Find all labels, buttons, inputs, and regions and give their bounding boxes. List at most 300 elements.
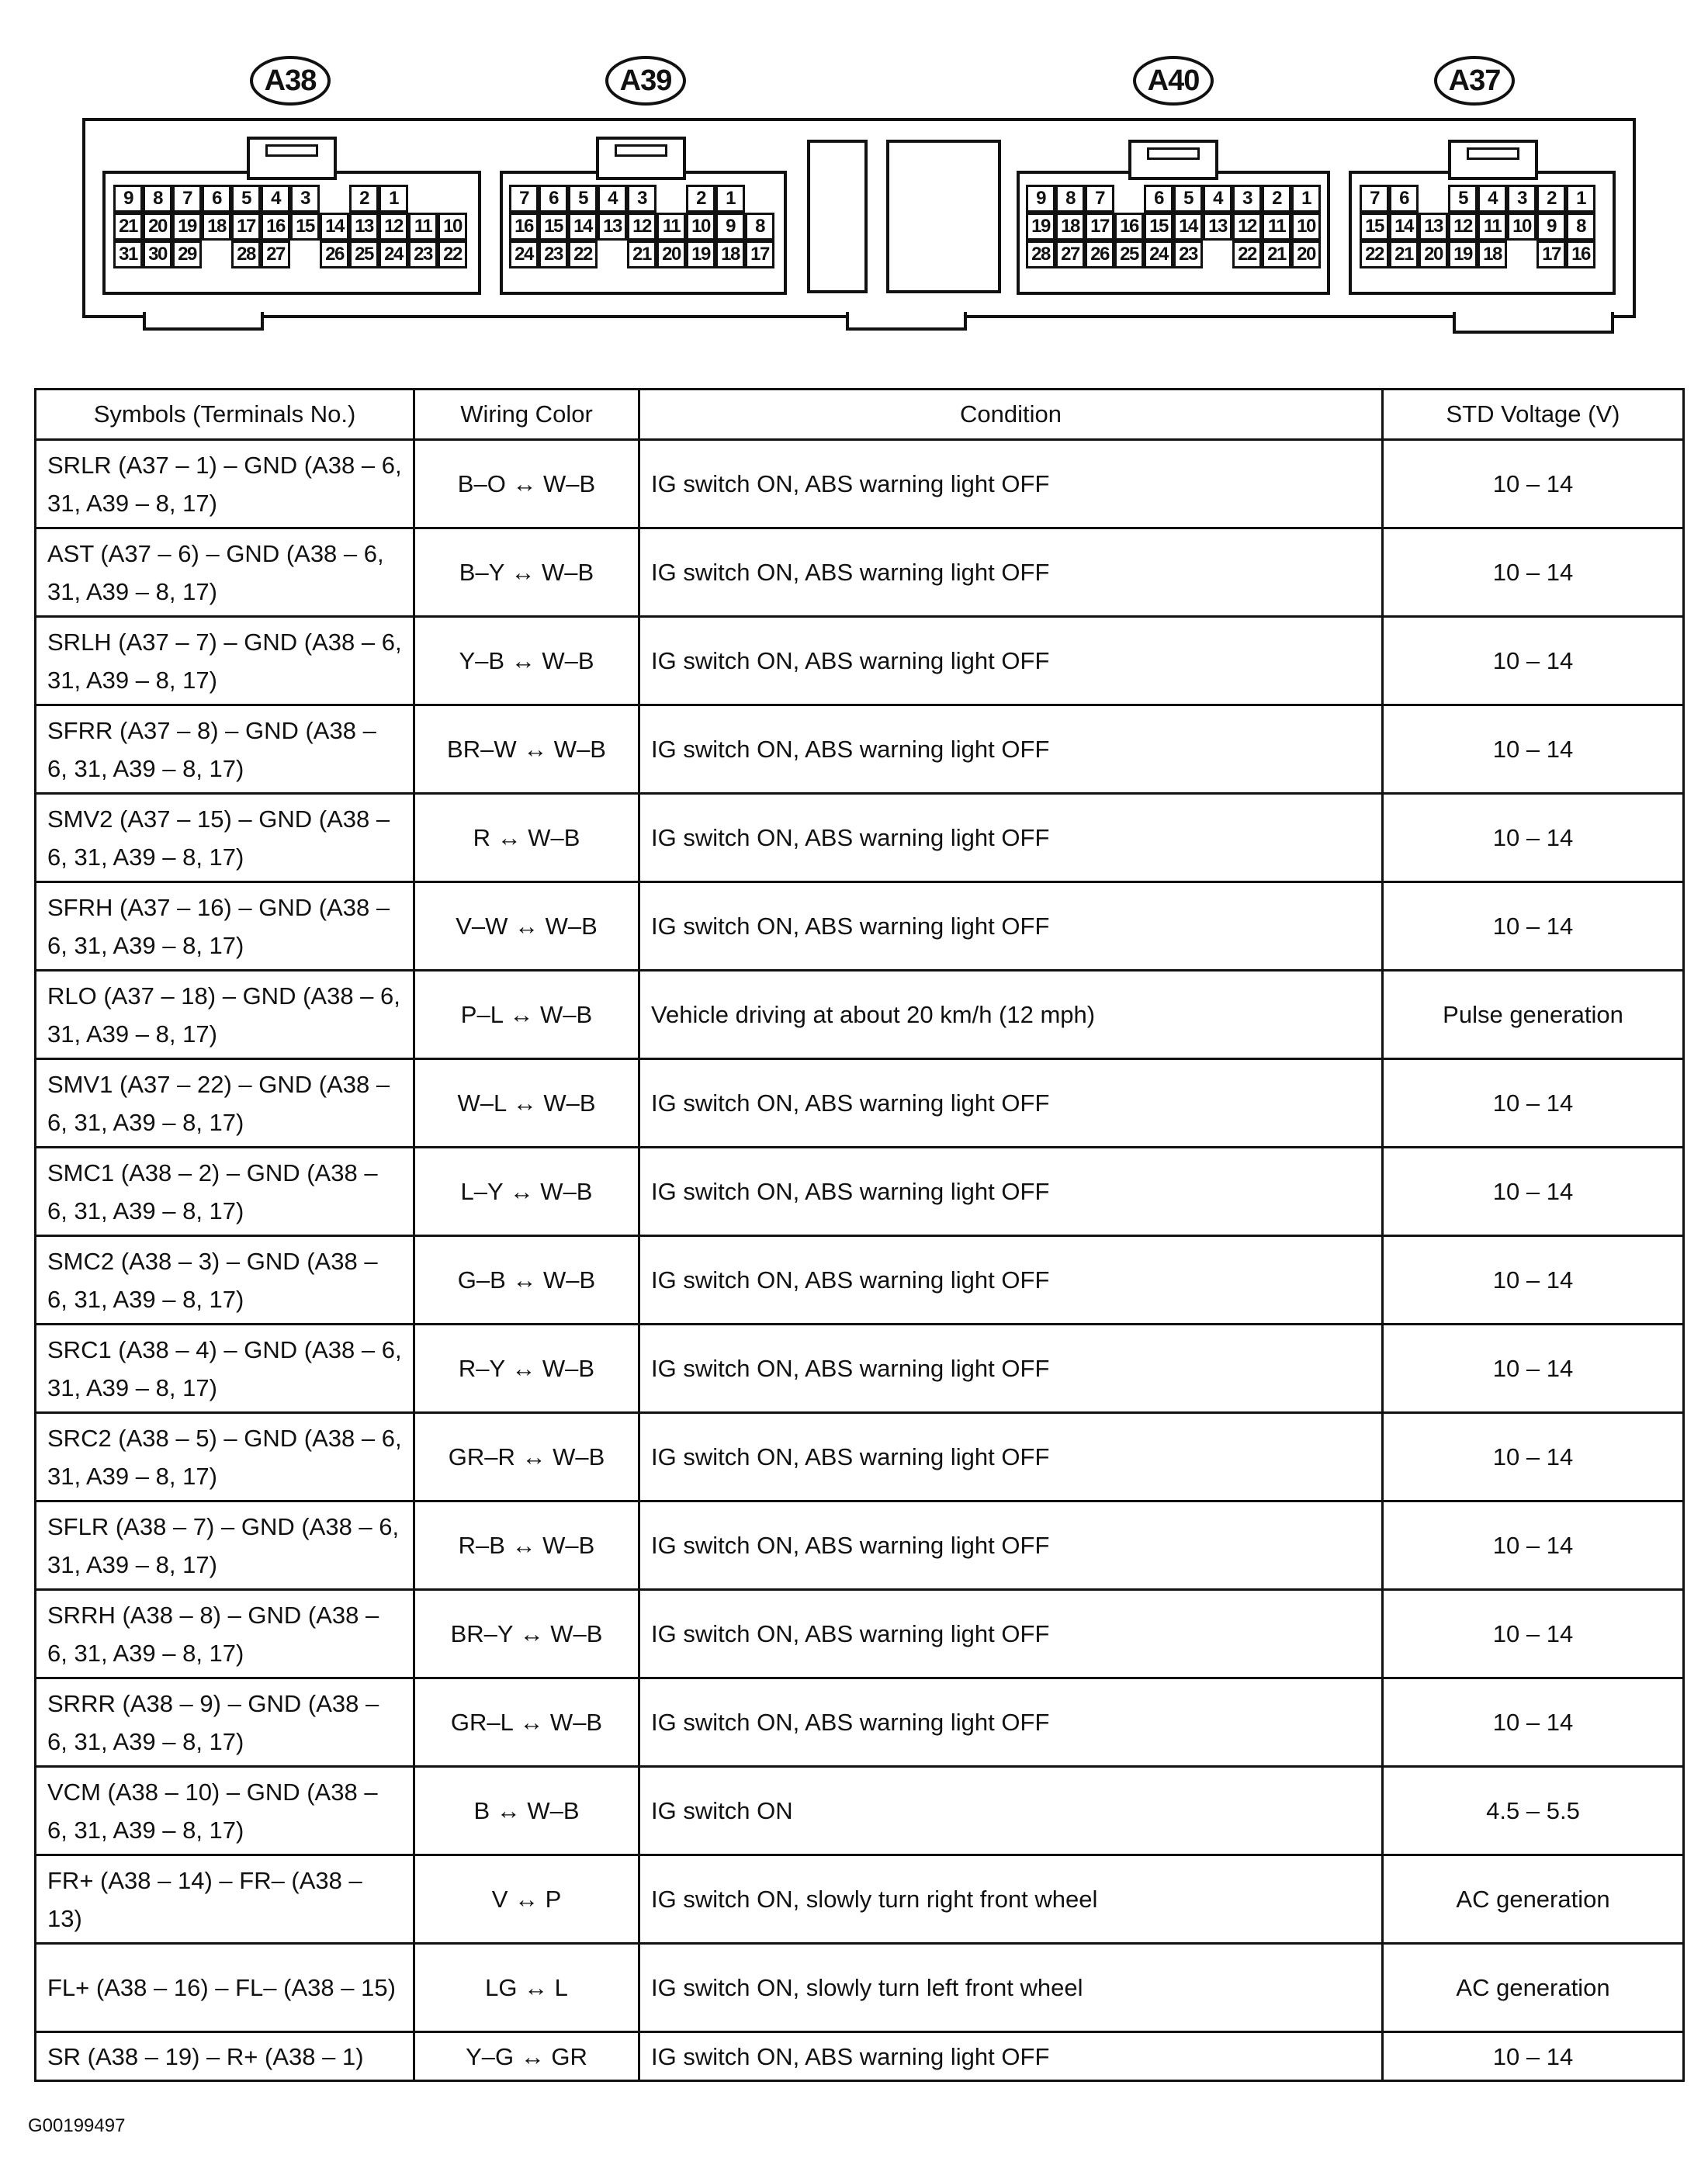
pin-number: 24	[384, 244, 403, 265]
pin-a39-1-4	[627, 213, 657, 241]
figure-id: G00199497	[28, 2115, 126, 2136]
pin-a40-0-4	[1144, 185, 1173, 213]
pin-number: 3	[1242, 188, 1252, 209]
pin-a40-0-5	[1173, 185, 1203, 213]
pin-number: 12	[632, 216, 651, 237]
connector-latch-a40	[1128, 140, 1218, 180]
pin-a40-0-7	[1232, 185, 1262, 213]
pin-a40-2-1	[1055, 241, 1085, 268]
housing-foot-right	[1453, 312, 1614, 334]
pin-number: 3	[1517, 188, 1526, 209]
pin-number: 5	[1183, 188, 1193, 209]
cell-condition: IG switch ON, slowly turn left front wheel	[639, 1944, 1383, 2032]
pin-a38-0-3	[202, 185, 231, 213]
cell-condition: IG switch ON, ABS warning light OFF	[639, 794, 1383, 882]
pin-a39-0-0	[509, 185, 539, 213]
cell-symbol: AST (A37 – 6) – GND (A38 – 6, 31, A39 – 8, 17)	[36, 528, 414, 617]
pin-number: 19	[1031, 216, 1050, 237]
pin-number: 14	[325, 216, 344, 237]
pin-number: 22	[443, 244, 462, 265]
pin-number: 24	[514, 244, 533, 265]
pin-a37-1-7	[1566, 213, 1595, 241]
pin-a37-1-1	[1389, 213, 1419, 241]
pin-a37-0-6	[1537, 185, 1566, 213]
pin-number: 15	[296, 216, 314, 237]
pin-a40-2-4	[1144, 241, 1173, 268]
pin-number: 11	[662, 216, 681, 237]
table-row	[36, 882, 1684, 971]
table-row	[36, 1501, 1684, 1590]
pin-number: 10	[443, 216, 462, 237]
table-row	[36, 2032, 1684, 2081]
pin-a38-0-2	[172, 185, 202, 213]
pin-a38-0-4	[231, 185, 261, 213]
pin-a39-1-6	[686, 213, 715, 241]
header-symbols: Symbols (Terminals No.)	[36, 390, 414, 440]
cell-symbol: SRLR (A37 – 1) – GND (A38 – 6, 31, A39 – 8, 17)	[36, 440, 414, 528]
pin-a38-1-8	[349, 213, 379, 241]
pin-number: 7	[182, 188, 192, 209]
pin-number: 5	[1458, 188, 1467, 209]
pin-number: 13	[1424, 216, 1443, 237]
cell-std-voltage: 10 – 14	[1383, 1678, 1684, 1767]
pin-a37-1-0	[1360, 213, 1389, 241]
pin-a38-0-0	[113, 185, 143, 213]
pin-a38-1-9	[379, 213, 408, 241]
pin-number: 8	[1065, 188, 1075, 209]
pin-number: 17	[750, 244, 769, 265]
pin-a40-2-3	[1114, 241, 1144, 268]
cell-wiring-color: L–Y ↔ W–B	[414, 1148, 639, 1236]
pin-a38-1-0	[113, 213, 143, 241]
pin-a37-1-5	[1507, 213, 1537, 241]
pin-number: 1	[1576, 188, 1585, 209]
pin-a39-0-3	[598, 185, 627, 213]
pin-number: 9	[1036, 188, 1045, 209]
cell-condition: IG switch ON, ABS warning light OFF	[639, 617, 1383, 705]
pin-number: 16	[514, 216, 533, 237]
pin-number: 12	[1238, 216, 1256, 237]
cell-symbol: VCM (A38 – 10) – GND (A38 – 6, 31, A39 – 8, 17)	[36, 1767, 414, 1855]
cell-wiring-color: B–O ↔ W–B	[414, 440, 639, 528]
pin-a38-0-6	[290, 185, 320, 213]
cell-wiring-color: Y–B ↔ W–B	[414, 617, 639, 705]
cell-condition: Vehicle driving at about 20 km/h (12 mph)	[639, 971, 1383, 1059]
cell-std-voltage: 10 – 14	[1383, 1501, 1684, 1590]
pin-number: 6	[1399, 188, 1408, 209]
pin-number: 15	[1365, 216, 1384, 237]
pin-a39-2-1	[539, 241, 568, 268]
table-row	[36, 1678, 1684, 1767]
pin-number: 12	[1453, 216, 1472, 237]
pin-a40-1-4	[1144, 213, 1173, 241]
pin-number: 10	[691, 216, 710, 237]
pin-a40-2-0	[1026, 241, 1055, 268]
cell-symbol: SFRH (A37 – 16) – GND (A38 – 6, 31, A39 – 8, 17)	[36, 882, 414, 971]
pin-number: 9	[123, 188, 133, 209]
cell-wiring-color: GR–L ↔ W–B	[414, 1678, 639, 1767]
cell-wiring-color: W–L ↔ W–B	[414, 1059, 639, 1148]
pin-a37-2-3	[1448, 241, 1478, 268]
pin-a40-2-7	[1232, 241, 1262, 268]
table-header-row	[36, 390, 1684, 440]
pin-number: 31	[119, 244, 137, 265]
pin-a39-2-2	[568, 241, 598, 268]
pin-a38-0-9	[379, 185, 408, 213]
cell-std-voltage: 10 – 14	[1383, 528, 1684, 617]
pin-a38-1-6	[290, 213, 320, 241]
cell-wiring-color: R ↔ W–B	[414, 794, 639, 882]
pin-number: 14	[1179, 216, 1197, 237]
cell-condition: IG switch ON, ABS warning light OFF	[639, 1325, 1383, 1413]
pin-number: 16	[1120, 216, 1138, 237]
cell-std-voltage: 10 – 14	[1383, 882, 1684, 971]
pin-a40-1-7	[1232, 213, 1262, 241]
pin-number: 22	[1238, 244, 1256, 265]
pin-a40-1-0	[1026, 213, 1055, 241]
pin-a38-0-1	[143, 185, 172, 213]
pin-number: 8	[755, 216, 764, 237]
connector-latch-a38	[247, 137, 337, 180]
cell-wiring-color: BR–W ↔ W–B	[414, 705, 639, 794]
pin-number: 25	[355, 244, 373, 265]
pin-number: 8	[1576, 216, 1585, 237]
connector-latch-a37	[1448, 140, 1538, 180]
pin-a40-0-6	[1203, 185, 1232, 213]
pin-number: 9	[726, 216, 735, 237]
pin-number: 23	[414, 244, 432, 265]
pin-a38-2-11	[438, 241, 467, 268]
pin-number: 12	[384, 216, 403, 237]
pin-a39-2-6	[686, 241, 715, 268]
pin-a37-2-7	[1566, 241, 1595, 268]
pin-a40-1-6	[1203, 213, 1232, 241]
pin-a39-1-7	[715, 213, 745, 241]
cell-std-voltage: 10 – 14	[1383, 1325, 1684, 1413]
pin-number: 13	[355, 216, 373, 237]
pin-a40-2-2	[1085, 241, 1114, 268]
pin-number: 14	[1394, 216, 1413, 237]
cell-symbol: SRLH (A37 – 7) – GND (A38 – 6, 31, A39 – 8, 17)	[36, 617, 414, 705]
pin-number: 4	[1488, 188, 1497, 209]
cell-condition: IG switch ON, ABS warning light OFF	[639, 1148, 1383, 1236]
pin-number: 1	[389, 188, 398, 209]
cell-std-voltage: 10 – 14	[1383, 1236, 1684, 1325]
cell-symbol: SMV1 (A37 – 22) – GND (A38 – 6, 31, A39 – 8, 17)	[36, 1059, 414, 1148]
cell-std-voltage: 4.5 – 5.5	[1383, 1767, 1684, 1855]
pin-number: 14	[573, 216, 592, 237]
center-slot-left	[807, 140, 868, 293]
cell-symbol: SR (A38 – 19) – R+ (A38 – 1)	[36, 2032, 414, 2081]
housing-foot-left	[143, 312, 264, 331]
pin-number: 28	[237, 244, 255, 265]
pin-a37-1-4	[1478, 213, 1507, 241]
pin-number: 8	[153, 188, 162, 209]
pin-a38-2-5	[261, 241, 290, 268]
cell-condition: IG switch ON, ABS warning light OFF	[639, 440, 1383, 528]
cell-wiring-color: V–W ↔ W–B	[414, 882, 639, 971]
table-row	[36, 705, 1684, 794]
table-row	[36, 440, 1684, 528]
pin-number: 19	[1453, 244, 1472, 265]
pin-number: 13	[603, 216, 622, 237]
pin-number: 10	[1512, 216, 1531, 237]
pin-a38-1-3	[202, 213, 231, 241]
pin-a39-1-1	[539, 213, 568, 241]
table-row	[36, 1325, 1684, 1413]
pin-number: 15	[1149, 216, 1168, 237]
pin-number: 6	[549, 188, 558, 209]
pin-number: 30	[148, 244, 167, 265]
terminal-voltage-table	[34, 388, 1685, 2082]
pin-number: 2	[696, 188, 705, 209]
pin-number: 23	[544, 244, 563, 265]
cell-std-voltage: 10 – 14	[1383, 1413, 1684, 1501]
connector-diagram	[0, 0, 1708, 357]
cell-symbol: RLO (A37 – 18) – GND (A38 – 6, 31, A39 – 8, 17)	[36, 971, 414, 1059]
pin-number: 20	[1297, 244, 1315, 265]
pin-number: 1	[1301, 188, 1311, 209]
pin-number: 21	[1267, 244, 1286, 265]
pin-a38-2-8	[349, 241, 379, 268]
table-row	[36, 1236, 1684, 1325]
cell-std-voltage: 10 – 14	[1383, 705, 1684, 794]
pin-a39-0-6	[686, 185, 715, 213]
pin-number: 5	[578, 188, 587, 209]
pin-number: 6	[212, 188, 221, 209]
cell-symbol: SRRR (A38 – 9) – GND (A38 – 6, 31, A39 – 8, 17)	[36, 1678, 414, 1767]
pin-number: 21	[632, 244, 651, 265]
pin-a40-1-9	[1291, 213, 1321, 241]
pin-number: 17	[1090, 216, 1109, 237]
pin-a37-1-6	[1537, 213, 1566, 241]
pin-number: 17	[1542, 244, 1561, 265]
pin-number: 25	[1120, 244, 1138, 265]
cell-condition: IG switch ON, ABS warning light OFF	[639, 882, 1383, 971]
pin-number: 18	[1061, 216, 1079, 237]
cell-std-voltage: 10 – 14	[1383, 1590, 1684, 1678]
pin-number: 11	[1483, 216, 1502, 237]
cell-condition: IG switch ON, slowly turn right front wheel	[639, 1855, 1383, 1944]
cell-std-voltage: 10 – 14	[1383, 1148, 1684, 1236]
pin-number: 16	[1571, 244, 1590, 265]
pin-number: 20	[662, 244, 681, 265]
cell-symbol: SMC1 (A38 – 2) – GND (A38 – 6, 31, A39 – 8, 17)	[36, 1148, 414, 1236]
pin-a39-1-8	[745, 213, 774, 241]
pin-a37-2-0	[1360, 241, 1389, 268]
pin-a37-0-1	[1389, 185, 1419, 213]
pin-a37-1-3	[1448, 213, 1478, 241]
cell-condition: IG switch ON, ABS warning light OFF	[639, 2032, 1383, 2081]
pin-a39-2-8	[745, 241, 774, 268]
connector-label-a40: A40	[1133, 56, 1214, 106]
pin-number: 15	[544, 216, 563, 237]
pin-number: 27	[266, 244, 285, 265]
table-row	[36, 794, 1684, 882]
pin-a37-0-7	[1566, 185, 1595, 213]
pin-a38-1-10	[408, 213, 438, 241]
pin-a37-0-3	[1448, 185, 1478, 213]
connector-label-a38: A38	[250, 56, 331, 106]
pin-number: 22	[1365, 244, 1384, 265]
pin-a39-1-2	[568, 213, 598, 241]
pin-a40-1-2	[1085, 213, 1114, 241]
pin-a38-1-11	[438, 213, 467, 241]
cell-symbol: SMV2 (A37 – 15) – GND (A38 – 6, 31, A39 – 8, 17)	[36, 794, 414, 882]
pin-number: 20	[148, 216, 167, 237]
cell-condition: IG switch ON, ABS warning light OFF	[639, 1501, 1383, 1590]
pin-number: 5	[241, 188, 251, 209]
cell-symbol: SRC1 (A38 – 4) – GND (A38 – 6, 31, A39 – 8, 17)	[36, 1325, 414, 1413]
pin-number: 24	[1149, 244, 1168, 265]
cell-std-voltage: 10 – 14	[1383, 1059, 1684, 1148]
header-wiring-color: Wiring Color	[414, 390, 639, 440]
pin-a38-2-1	[143, 241, 172, 268]
pin-number: 19	[178, 216, 196, 237]
pin-number: 2	[1547, 188, 1556, 209]
cell-wiring-color: R–Y ↔ W–B	[414, 1325, 639, 1413]
cell-wiring-color: Y–G ↔ GR	[414, 2032, 639, 2081]
pin-a38-1-4	[231, 213, 261, 241]
pin-a37-0-4	[1478, 185, 1507, 213]
cell-std-voltage: 10 – 14	[1383, 440, 1684, 528]
pin-a39-2-0	[509, 241, 539, 268]
pin-number: 7	[1095, 188, 1104, 209]
pin-a37-1-2	[1419, 213, 1448, 241]
cell-wiring-color: V ↔ P	[414, 1855, 639, 1944]
cell-condition: IG switch ON, ABS warning light OFF	[639, 1236, 1383, 1325]
pin-a40-0-1	[1055, 185, 1085, 213]
table-body	[36, 440, 1684, 2081]
pin-a39-0-1	[539, 185, 568, 213]
pin-a39-0-2	[568, 185, 598, 213]
pin-number: 11	[414, 216, 432, 237]
pin-a40-1-8	[1262, 213, 1291, 241]
pin-a40-0-8	[1262, 185, 1291, 213]
pin-a40-0-9	[1291, 185, 1321, 213]
pin-number: 29	[178, 244, 196, 265]
pin-number: 16	[266, 216, 285, 237]
cell-condition: IG switch ON, ABS warning light OFF	[639, 1413, 1383, 1501]
pin-a38-0-8	[349, 185, 379, 213]
pin-a40-2-5	[1173, 241, 1203, 268]
pin-number: 18	[1483, 244, 1502, 265]
pin-a38-0-5	[261, 185, 290, 213]
cell-condition: IG switch ON, ABS warning light OFF	[639, 528, 1383, 617]
cell-wiring-color: B–Y ↔ W–B	[414, 528, 639, 617]
pin-a40-1-3	[1114, 213, 1144, 241]
table-row	[36, 1767, 1684, 1855]
pin-a38-1-7	[320, 213, 349, 241]
pin-a40-1-1	[1055, 213, 1085, 241]
pin-number: 9	[1547, 216, 1556, 237]
table-row	[36, 528, 1684, 617]
pin-a38-1-1	[143, 213, 172, 241]
connector-label-a39: A39	[605, 56, 686, 106]
pin-number: 3	[300, 188, 310, 209]
pin-a37-2-2	[1419, 241, 1448, 268]
cell-wiring-color: R–B ↔ W–B	[414, 1501, 639, 1590]
pin-a39-2-4	[627, 241, 657, 268]
pin-number: 17	[237, 216, 255, 237]
connector-latch-a39	[596, 137, 686, 180]
pin-a38-2-9	[379, 241, 408, 268]
cell-std-voltage: 10 – 14	[1383, 794, 1684, 882]
header-std-voltage: STD Voltage (V)	[1383, 390, 1684, 440]
pin-a37-2-1	[1389, 241, 1419, 268]
cell-std-voltage: AC generation	[1383, 1944, 1684, 2032]
pin-number: 10	[1297, 216, 1315, 237]
cell-std-voltage: 10 – 14	[1383, 2032, 1684, 2081]
pin-a39-1-0	[509, 213, 539, 241]
header-condition: Condition	[639, 390, 1383, 440]
pin-number: 22	[573, 244, 592, 265]
cell-condition: IG switch ON, ABS warning light OFF	[639, 1059, 1383, 1148]
pin-number: 19	[691, 244, 710, 265]
cell-condition: IG switch ON	[639, 1767, 1383, 1855]
pin-a38-2-10	[408, 241, 438, 268]
pin-a39-0-4	[627, 185, 657, 213]
pin-number: 1	[726, 188, 735, 209]
cell-std-voltage: AC generation	[1383, 1855, 1684, 1944]
pin-number: 3	[637, 188, 646, 209]
pin-a38-2-0	[113, 241, 143, 268]
pin-number: 20	[1424, 244, 1443, 265]
cell-wiring-color: G–B ↔ W–B	[414, 1236, 639, 1325]
connector-label-a37: A37	[1434, 56, 1515, 106]
pin-number: 27	[1061, 244, 1079, 265]
pin-number: 26	[325, 244, 344, 265]
cell-symbol: SMC2 (A38 – 3) – GND (A38 – 6, 31, A39 – 8, 17)	[36, 1236, 414, 1325]
pin-a37-2-4	[1478, 241, 1507, 268]
pin-number: 2	[1272, 188, 1281, 209]
pin-a37-0-5	[1507, 185, 1537, 213]
housing-foot-center	[846, 312, 967, 331]
cell-wiring-color: P–L ↔ W–B	[414, 971, 639, 1059]
pin-number: 11	[1267, 216, 1286, 237]
cell-symbol: SFRR (A37 – 8) – GND (A38 – 6, 31, A39 – 8, 17)	[36, 705, 414, 794]
pin-a40-0-0	[1026, 185, 1055, 213]
pin-a40-1-5	[1173, 213, 1203, 241]
pin-number: 7	[519, 188, 528, 209]
cell-symbol: SRRH (A38 – 8) – GND (A38 – 6, 31, A39 – 8, 17)	[36, 1590, 414, 1678]
pin-a38-2-4	[231, 241, 261, 268]
pin-a38-2-7	[320, 241, 349, 268]
pin-a37-0-0	[1360, 185, 1389, 213]
pin-a38-1-2	[172, 213, 202, 241]
pin-number: 21	[1394, 244, 1413, 265]
table-row	[36, 1148, 1684, 1236]
table-row	[36, 1590, 1684, 1678]
table-row	[36, 971, 1684, 1059]
pin-number: 18	[721, 244, 740, 265]
pin-number: 6	[1154, 188, 1163, 209]
pin-number: 2	[359, 188, 369, 209]
cell-symbol: FL+ (A38 – 16) – FL– (A38 – 15)	[36, 1944, 414, 2032]
cell-wiring-color: GR–R ↔ W–B	[414, 1413, 639, 1501]
table-row	[36, 1944, 1684, 2032]
pin-number: 18	[207, 216, 226, 237]
pin-a38-1-5	[261, 213, 290, 241]
table-row	[36, 1855, 1684, 1944]
pin-a39-2-7	[715, 241, 745, 268]
cell-std-voltage: Pulse generation	[1383, 971, 1684, 1059]
pin-number: 26	[1090, 244, 1109, 265]
pin-number: 23	[1179, 244, 1197, 265]
cell-symbol: SFLR (A38 – 7) – GND (A38 – 6, 31, A39 – 8, 17)	[36, 1501, 414, 1590]
pin-number: 4	[608, 188, 617, 209]
cell-std-voltage: 10 – 14	[1383, 617, 1684, 705]
